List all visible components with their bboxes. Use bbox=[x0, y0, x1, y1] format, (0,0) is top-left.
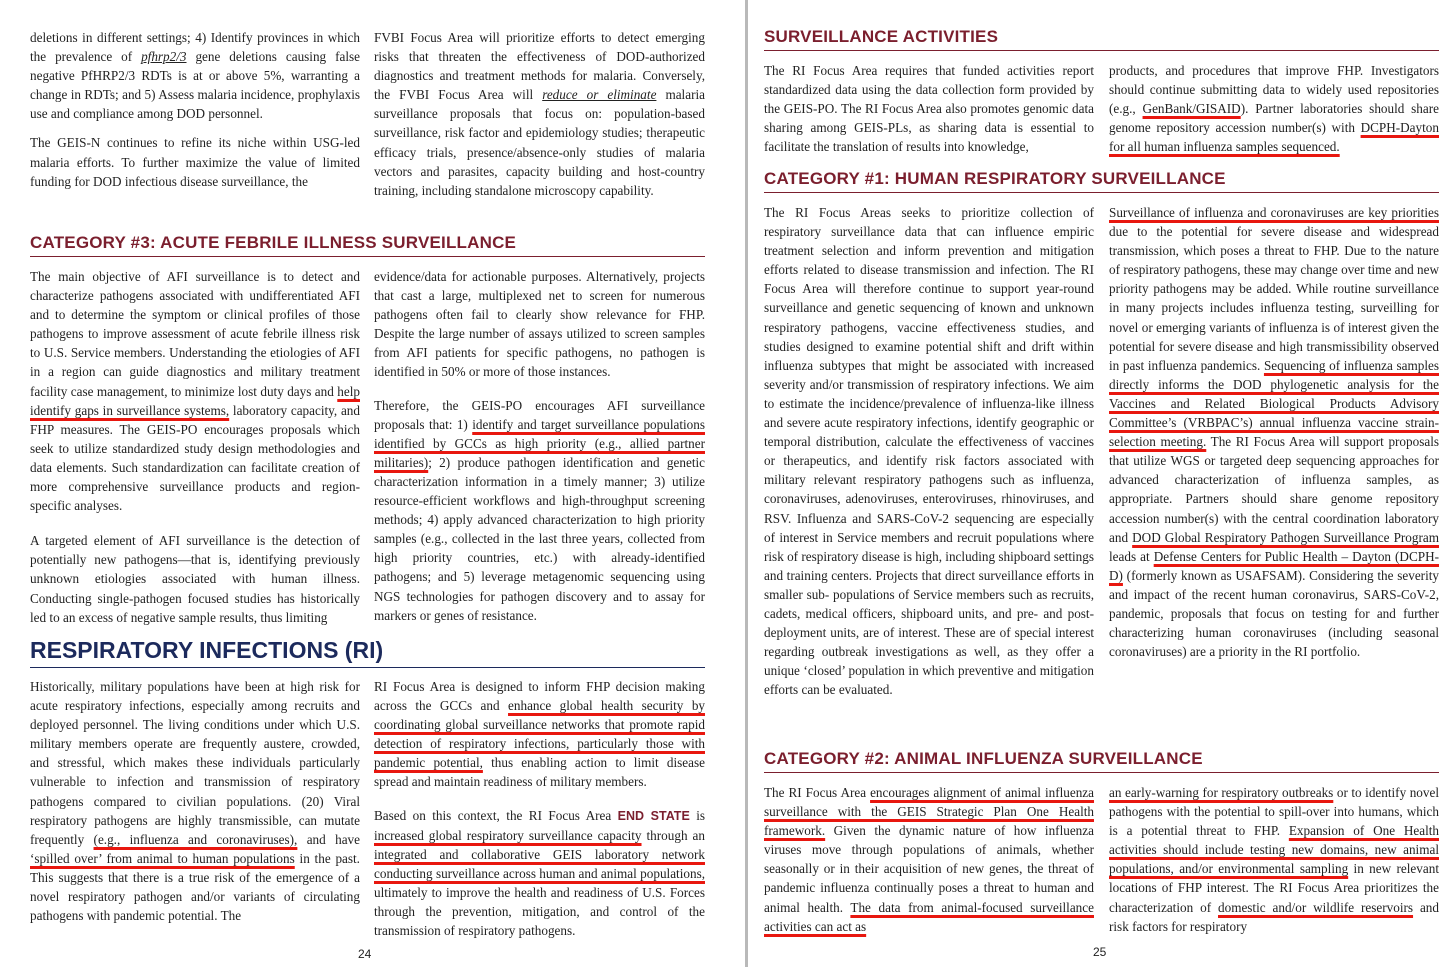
ri-column-2 bbox=[374, 677, 705, 950]
highlight: Defense Centers for Public Health – Dayton (DCPH-D) bbox=[1109, 548, 1439, 583]
afi-column-2 bbox=[374, 267, 705, 635]
paragraph: The GEIS-N continues to refine its niche within USG-led malaria efforts. To further maximize the value of limited funding for DOD infectious disease surveillance, the bbox=[30, 135, 360, 189]
section-heading-cat2: CATEGORY #2: ANIMAL INFLUENZA SURVEILLANCE bbox=[764, 749, 1439, 773]
highlight: (e.g., influenza and coronaviruses), bbox=[93, 831, 298, 847]
cat2-column-1 bbox=[764, 783, 1094, 946]
cat1-column-1 bbox=[764, 203, 1094, 709]
fvbi-column-1 bbox=[30, 28, 360, 201]
highlight: Expansion of One Health activities should include testing new domains, new animal populations, and/or environmental sampling bbox=[1109, 823, 1439, 877]
fvbi-column-2 bbox=[374, 28, 705, 210]
highlight: The data from animal-focused surveillance activities can act as bbox=[764, 899, 1094, 934]
highlight: DCPH-Dayton for all human influenza samples sequenced. bbox=[1109, 120, 1439, 155]
paragraph: A targeted element of AFI surveillance is the detection of potentially new pathogens—that is, identifying previously unknown etiologies associated with human illness. Conducting single-pathogen focused studies has historically led to an excess of negative sample results, thus limiting bbox=[30, 533, 360, 625]
paragraph: products, and procedures that improve FHP. Investigators should continue submitting data to widely used repositories (e.g., GenBank/GISAID). Partner laboratories should share genome repository accession number(s) with DCPH-Dayton for all human influenza samples sequenced. bbox=[1109, 63, 1439, 155]
paragraph: deletions in different settings; 4) Identify provinces in which the prevalence of pfhrp2/3 gene deletions causing false negative PfHRP2/3 RDTs is at or above 5%, warranting a change in RDTs; and 5) Assess malaria incidence, prophylaxis use and compliance among DOD personnel. bbox=[30, 30, 360, 122]
section-heading-cat1: CATEGORY #1: HUMAN RESPIRATORY SURVEILLANCE bbox=[764, 169, 1439, 193]
highlight: enhance global health security by coordinating global surveillance networks that promote rapid detection of respiratory infections, particularly those with pandemic potential, bbox=[374, 698, 706, 771]
paragraph: The RI Focus Areas seeks to prioritize collection of respiratory surveillance data that can influence empiric treatment selection and inform prevention and mitigation efforts related to disease transmission and infection. The RI Focus Area will therefore continue to support year-round surveillance and genetic sequencing of known and unknown respiratory pathogens, vaccine effectiveness studies, and studies designed to examine potential shift and drift within influenza subtypes that might be associated with increased severity and/or transmission of respiratory infections. We aim to estimate the incidence/prevalence of influenza-like illness and severe acute respiratory infections, identify geographic or temporal distribution, calculate the effectiveness of vaccines or therapeutics, and identify risk factors associated with military relevant respiratory pathogens such as influenza, coronaviruses, adenoviruses, enteroviruses, rhinoviruses, and RSV. Influenza and SARS-CoV-2 sequencing are especially of interest in Service members and recruit populations where risk of respiratory disease is high, including shipboard settings and training centers. Projects that direct surveillance efforts in smaller sub- populations of Service members such as recruits, cadets, medical officers, shipboard units, and pre- and post-deployment units, are of interest. These are of special interest regarding outbreak investigations as well, as they offer a unique ‘closed’ population in which preventive and mitigation efforts can be evaluated. bbox=[764, 205, 1095, 698]
highlight: identify and target surveillance populations identified by GCCs as high priority (e.g., allied partner militaries) bbox=[374, 416, 705, 470]
highlight: Surveillance of influenza and coronaviruses are key priorities bbox=[1109, 205, 1439, 220]
ri-column-1 bbox=[30, 677, 360, 935]
paragraph: Surveillance of influenza and coronaviruses are key priorities due to the potential for severe disease and widespread transmission, which poses a threat to FHP. Due to the nature of respiratory pathogens, these may change over time and new priority pathogens may be added. While routine surveillance in many projects includes influenza testing, surveilling for novel or emerging variants of influenza is of interest given the potential for severe disease and high transmissibility observed in past influenza pandemics. Sequencing of influenza samples directly informs the DOD phylogenetic analysis for the Vaccines and Related Biological Products Advisory Committee’s (VRBPAC’s) annual influenza vaccine strain-selection meeting. The RI Focus Area will support proposals that utilize WGS or targeted deep sequencing approaches for advanced characterization of influenza samples, as appropriate. Partners should share genome repository accession number(s) with the central coordination laboratory and DOD Global Respiratory Pathogen Surveillance Program leads at Defense Centers for Public Health – Dayton (DCPH-D) (formerly known as USAFSAM). Considering the severity and impact of the recent human coronavirus, SARS-CoV-2, pandemic, proposals that focus on testing for and further characterizing human coronaviruses (including seasonal coronaviruses) are a priority in the RI portfolio. bbox=[1109, 205, 1439, 660]
paragraph: RI Focus Area is designed to inform FHP decision making across the GCCs and enhance global health security by coordinating global surveillance networks that promote rapid detection of respiratory infections, particularly those with pandemic potential, thus enabling action to limit disease spread and maintain readiness of military members. bbox=[374, 679, 706, 790]
section-heading-surveillance: SURVEILLANCE ACTIVITIES bbox=[764, 27, 1439, 51]
paragraph: Therefore, the GEIS-PO encourages AFI surveillance proposals that: 1) identify and target surveillance populations identified by GCCs as high priority (e.g., allied partner militaries); 2) produce pathogen identification and genetic characterization information in a timely manner; 3) utilize resource-efficient workflows and high-throughput screening methods; 4) apply advanced characterization to high priority samples (e.g., collected in the last three years, collected from high priority countries, etc.) with already-identified pathogens; and 5) leverage metagenomic sequencing using NGS technologies for pathogen discovery and to assay for markers or genes of resistance. bbox=[374, 397, 705, 623]
highlight: ‘spilled over’ from animal to human populations bbox=[30, 850, 295, 866]
afi-column-1 bbox=[30, 267, 360, 637]
surveillance-column-2 bbox=[1109, 61, 1439, 166]
paragraph: an early-warning for respiratory outbreaks or to identify novel pathogens with the potential to spill-over into humans, which is a potential threat to FHP. Expansion of One Health activities should include testing new domains, new animal populations, and/or environmental sampling in new relevant locations of FHP interest. The RI Focus Area prioritizes the characterization of domestic and/or wildlife reservoirs and risk factors for respiratory bbox=[1109, 785, 1439, 934]
paragraph: FVBI Focus Area will prioritize efforts to detect emerging risks that threaten the effectiveness of DOD-authorized diagnostics and treatment methods for malaria. Conversely, the FVBI Focus Area will reduce or eliminate malaria surveillance proposals that focus on: population-based surveillance, risk factor and epidemiology studies; therapeutic efficacy trials, presence/absence-only studies of malaria vectors and parasites, capacity building and host-country training, including standalone microscopy capability. bbox=[374, 30, 705, 198]
highlight: an early-warning for respiratory outbreaks bbox=[1109, 785, 1334, 800]
page-number: 25 bbox=[1093, 945, 1107, 959]
highlight: encourages alignment of animal influenza surveillance with the GEIS Strategic Plan One Health framework. bbox=[764, 785, 1095, 839]
surveillance-column-1 bbox=[764, 61, 1094, 166]
cat1-column-2 bbox=[1109, 203, 1439, 671]
paragraph: The main objective of AFI surveillance is to detect and characterize pathogens associated with undifferentiated AFI and to determine the symptom or clinical profiles of those pathogens to improve assessment of acute febrile illness risk to U.S. Service members. Understanding the etiologies of AFI in a region can guide diagnostics and military treatment facility case management, to minimize lost duty days and help identify gaps in surveillance systems, laboratory capacity, and FHP measures. The GEIS-PO encourages proposals which seek to utilize standardized study design methodologies and data elements. Such standardization can facilitate creation of more comprehensive surveillance products and region-specific analyses. bbox=[30, 269, 360, 514]
highlight: Sequencing of influenza samples directly informs the DOD phylogenetic analysis for the Vaccines and Related Biological Products Advisory Committee’s (VRBPAC’s) annual influenza vaccine strain-selection meeting. bbox=[1109, 357, 1439, 450]
paragraph: Based on this context, the RI Focus Area END STATE is increased global respiratory surveillance capacity through an integrated and collaborative GEIS laboratory network conducting surveillance across human and animal populations, ultimately to improve the health and readiness of U.S. Forces through the prevention, mitigation, and control of the transmission of respiratory pathogens. bbox=[374, 807, 706, 939]
highlight: increased global respiratory surveillance capacity bbox=[374, 827, 642, 843]
paragraph: evidence/data for actionable purposes. Alternatively, projects that cast a large, multiplexed net to screen for numerous pathogens often fail to clearly show relevance for FHP. Despite the large number of assays utilized to screen samples from AFI patients for specific pathogens, no pathogen is identified in 50% or more of those instances. bbox=[374, 269, 705, 380]
end-state-label: END STATE bbox=[617, 808, 690, 823]
paragraph: Historically, military populations have been at high risk for acute respiratory infections, especially among recruits and deployed personnel. The living conditions under which U.S. military members operate are frequently austere, crowded, and stressful, which makes these individuals particularly vulnerable to infection and transmission of respiratory pathogens compared to civilian populations. (20) Viral respiratory pathogens are highly transmissible, can mutate frequently (e.g., influenza and coronaviruses), and have ‘spilled over’ from animal to human populations in the past. This suggests that there is a true risk of the emergence of a novel respiratory pathogen and/or variants of circulating pathogens with pandemic potential. The bbox=[30, 679, 360, 924]
page-25 bbox=[748, 0, 1456, 967]
section-heading-cat3: CATEGORY #3: ACUTE FEBRILE ILLNESS SURVEILLANCE bbox=[30, 233, 705, 257]
highlight: domestic and/or wildlife reservoirs bbox=[1218, 899, 1414, 915]
page-number: 24 bbox=[358, 947, 372, 961]
highlight: help identify gaps in surveillance systems, bbox=[30, 383, 360, 418]
section-heading-ri: RESPIRATORY INFECTIONS (RI) bbox=[30, 637, 705, 668]
cat2-column-2 bbox=[1109, 783, 1439, 946]
paragraph: The RI Focus Area requires that funded activities report standardized data using the data collection form provided by the GEIS-PO. The RI Focus Area also promotes genomic data sharing among GEIS-PLs, as sharing data is essential to facilitate the translation of results into knowledge, bbox=[764, 63, 1094, 155]
highlight: GenBank/GISAID bbox=[1142, 101, 1241, 117]
paragraph: The RI Focus Area encourages alignment of animal influenza surveillance with the GEIS Strategic Plan One Health framework. Given the dynamic nature of how influenza viruses move through populations of animals, whether seasonally or in their acquisition of new genes, the threat of pandemic influenza continually poses a threat to human and animal health. The data from animal-focused surveillance activities can act as bbox=[764, 785, 1095, 934]
highlight: integrated and collaborative GEIS laboratory network conducting surveillance across human and animal populations, bbox=[374, 846, 705, 881]
highlight: DOD Global Respiratory Pathogen Surveillance Program bbox=[1132, 529, 1439, 545]
